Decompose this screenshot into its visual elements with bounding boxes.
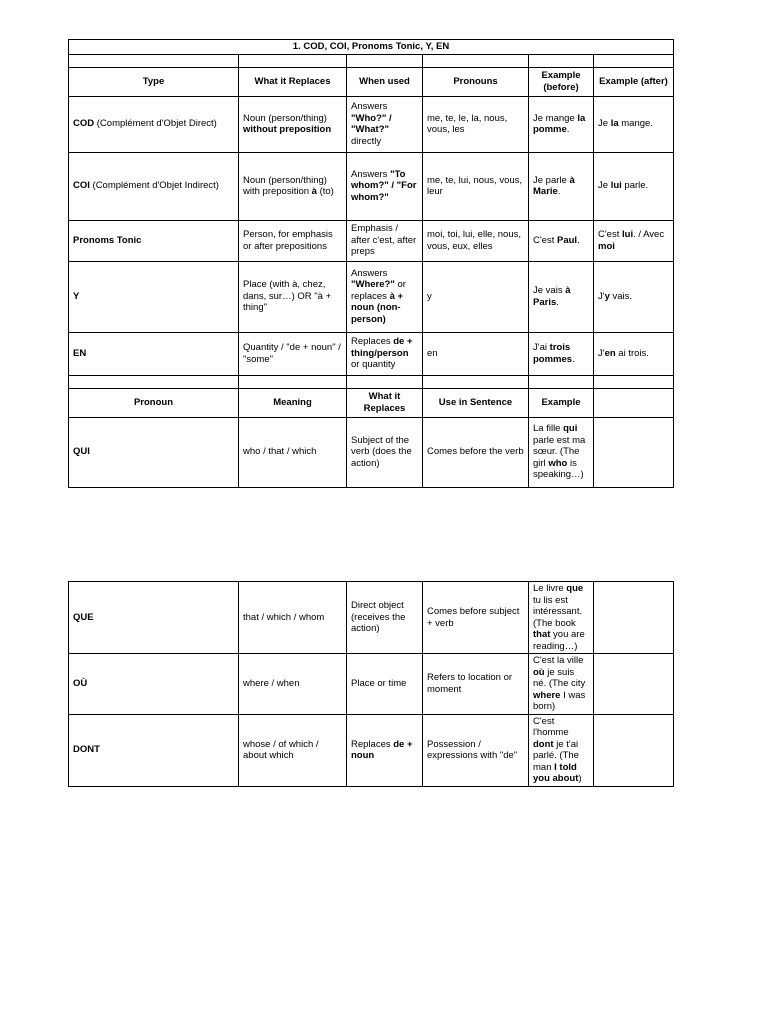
cell-meaning — [239, 582, 347, 654]
cell-text: Emphasis / after c'est, after preps — [351, 223, 417, 258]
cell-example — [529, 582, 594, 654]
bold-text: DONT — [73, 744, 100, 756]
cell-text: . — [556, 296, 559, 308]
cell-text: . — [557, 186, 561, 197]
cell-text: Je — [598, 180, 611, 192]
header-type: Type — [69, 67, 239, 96]
cell-text: je suis né. (The city — [533, 666, 586, 689]
header-use-in-sentence: Use in Sentence — [423, 388, 529, 417]
cell-text: Comes before subject + verb — [427, 606, 520, 629]
table-row — [69, 417, 674, 487]
cell-what-it-replaces — [347, 417, 423, 487]
cell-text: or quantity — [351, 359, 396, 371]
header-what-it-replaces: What it Replaces — [239, 67, 347, 96]
table-row — [69, 582, 674, 654]
bold-text: à + noun (non-person) — [351, 290, 404, 325]
cell-what-it-replaces — [347, 714, 423, 786]
cell-text: . — [566, 124, 570, 135]
cell-text: . — [572, 353, 575, 365]
cell-pronoun — [69, 582, 239, 654]
cell-what-it-replaces — [239, 152, 347, 220]
bold-text: QUI — [73, 446, 90, 458]
cell-text: tu lis est intéressant. (The book — [533, 594, 583, 629]
cell-pronouns — [423, 96, 529, 152]
sheet-page-2 — [68, 581, 674, 787]
cell-type — [69, 220, 239, 261]
cell-text: Replaces — [351, 336, 394, 348]
sheet-page-1 — [68, 39, 674, 488]
cell-text: me, te, le, la, nous, vous, les — [427, 112, 508, 135]
cell-pronouns — [423, 332, 529, 375]
cell-type — [69, 96, 239, 152]
cell-example-before — [529, 96, 594, 152]
cell-text: C'est l'homme — [533, 715, 569, 738]
bold-text: that — [533, 629, 551, 640]
bold-text: lui — [610, 180, 622, 192]
bold-text: à — [311, 186, 317, 197]
bold-text: "To whom?" / "For whom?" — [351, 168, 417, 203]
cell-text: Place (with à, chez, dans, sur…) OR "à + thing" — [243, 279, 332, 314]
cell-pronoun — [69, 654, 239, 715]
bold-text: Pronoms Tonic — [73, 234, 142, 246]
cell-meaning — [239, 654, 347, 715]
cell-text: Comes before the verb — [427, 446, 524, 458]
cell-text: Possession / expressions with "de" — [427, 738, 518, 761]
cell-example-before — [529, 220, 594, 261]
cell-text: C'est la ville — [533, 655, 584, 666]
cell-text: Replaces — [351, 738, 394, 750]
header-row-relatives — [69, 388, 674, 417]
cell-type — [69, 332, 239, 375]
cell-text: parle. — [621, 180, 649, 192]
cell-text: you are reading…) — [533, 629, 585, 652]
cell-text: Je — [598, 118, 611, 130]
bold-text: y — [604, 290, 610, 302]
empty-row — [69, 54, 674, 67]
cell-text: Je vais — [533, 285, 566, 296]
bold-text: à Marie — [533, 174, 575, 197]
cell-meaning — [239, 714, 347, 786]
cell-text: Je mange — [533, 112, 578, 124]
cell-text: Answers — [351, 101, 388, 112]
table-row — [69, 96, 674, 152]
cell-text: La fille — [533, 423, 564, 435]
cell-what-it-replaces — [239, 96, 347, 152]
bold-text: COI — [73, 180, 90, 192]
cell-text: parle est ma sœur. (The girl — [533, 434, 586, 469]
bold-text: QUE — [73, 611, 94, 623]
bold-text: where — [533, 689, 561, 701]
cell-use-in-sentence — [423, 582, 529, 654]
bold-text: COD — [73, 118, 95, 130]
table-row — [69, 332, 674, 375]
bold-text: dont — [533, 738, 554, 750]
cell-pronouns — [423, 261, 529, 332]
cell-text: I was born) — [533, 689, 586, 712]
cell-pronouns — [423, 220, 529, 261]
cell-text: whose / of which / about which — [243, 738, 319, 761]
cell-text: J'ai — [533, 342, 550, 353]
cell-pronoun — [69, 417, 239, 487]
header-example-after: Example (after) — [594, 67, 674, 96]
cell-example-after — [594, 332, 674, 375]
cell-example — [529, 654, 594, 715]
cell-what-it-replaces — [239, 220, 347, 261]
cell-example-after — [594, 96, 674, 152]
cell-text: me, te, lui, nous, vous, leur — [427, 174, 523, 197]
cell-text: Refers to location or moment — [427, 672, 513, 695]
bold-text: who — [548, 457, 568, 469]
bold-text: de + thing/person — [351, 336, 413, 359]
cell-example-after — [594, 261, 674, 332]
cell-text: Place or time — [351, 678, 407, 689]
bold-text: que — [566, 583, 584, 594]
cell-what-it-replaces — [239, 261, 347, 332]
bold-text: où — [533, 666, 545, 678]
bold-text: without preposition — [243, 124, 332, 135]
bold-text: la pomme — [533, 112, 586, 135]
bold-text: de + noun — [351, 738, 413, 761]
header-example-before: Example (before) — [529, 67, 594, 96]
cell-text: Noun (person/thing) with preposition — [243, 174, 327, 197]
cell-text: (Complément d'Objet Indirect) — [89, 180, 219, 192]
cell-text: (to) — [316, 186, 334, 197]
cell-what-it-replaces — [347, 654, 423, 715]
cell-text: Subject of the verb (does the action) — [351, 434, 412, 469]
cell-when-used — [347, 261, 423, 332]
header-meaning: Meaning — [239, 388, 347, 417]
cell-example-before — [529, 152, 594, 220]
empty-row — [69, 375, 674, 388]
cell-text: Quantity / "de + noun" / "some" — [243, 342, 341, 365]
cell-text: J' — [598, 290, 605, 302]
bold-text: à Paris — [533, 285, 571, 308]
cell-type — [69, 152, 239, 220]
cell-text: Je parle — [533, 174, 570, 186]
cell-text: Noun (person/thing) — [243, 112, 327, 124]
table-row — [69, 714, 674, 786]
cell-text: who / that / which — [243, 446, 317, 458]
bold-text: en — [604, 347, 616, 359]
sheet-title: 1. COD, COI, Pronoms Tonic, Y, EN — [69, 40, 674, 55]
bold-text: lui — [622, 229, 634, 240]
cell-text: or replaces — [351, 279, 406, 302]
bold-text: qui — [563, 423, 578, 435]
header-what-it-replaces-2: What it Replaces — [347, 388, 423, 417]
cell-text: where / when — [243, 678, 300, 689]
cell-text: en — [427, 347, 438, 359]
cell-text: directly — [351, 135, 382, 147]
bold-text: Paul — [557, 234, 578, 246]
bold-text: EN — [73, 347, 87, 359]
cell-example-after — [594, 152, 674, 220]
header-example: Example — [529, 388, 594, 417]
cell-use-in-sentence — [423, 714, 529, 786]
cell-pronoun — [69, 714, 239, 786]
cell-text: mange. — [618, 118, 653, 130]
cell-example-before — [529, 261, 594, 332]
cell-type — [69, 261, 239, 332]
cell-meaning — [239, 417, 347, 487]
cell-text: . — [577, 234, 580, 246]
cell-what-it-replaces — [239, 332, 347, 375]
cell-text: moi, toi, lui, elle, nous, vous, eux, elles — [427, 229, 521, 252]
cell-text: y — [427, 290, 432, 302]
bold-text: OÙ — [73, 678, 88, 689]
cell-text: . / Avec — [633, 229, 665, 240]
bold-text: Y — [73, 290, 80, 302]
cell-text: J' — [598, 347, 605, 359]
table-row — [69, 152, 674, 220]
header-row-pronouns — [69, 67, 674, 96]
table-row — [69, 654, 674, 715]
bold-text: "Who?" / "What?" — [351, 112, 392, 135]
cell-text: Person, for emphasis or after prepositions — [243, 229, 333, 252]
cell-when-used — [347, 332, 423, 375]
header-when-used: When used — [347, 67, 423, 96]
cell-use-in-sentence — [423, 654, 529, 715]
cell-when-used — [347, 220, 423, 261]
cell-what-it-replaces — [347, 582, 423, 654]
table-row — [69, 220, 674, 261]
bold-text: moi — [598, 240, 615, 252]
bold-text: la — [610, 118, 619, 130]
cell-text: that / which / whom — [243, 611, 325, 623]
table-row — [69, 261, 674, 332]
header-pronoun: Pronoun — [69, 388, 239, 417]
cell-example-before — [529, 332, 594, 375]
cell-pronouns — [423, 152, 529, 220]
cell-text: Le livre — [533, 583, 567, 594]
cell-text: (Complément d'Objet Direct) — [94, 118, 217, 130]
cell-text: vais. — [609, 290, 633, 302]
cell-text: ) — [578, 773, 582, 784]
cell-example — [529, 714, 594, 786]
cell-example — [529, 417, 594, 487]
bold-text: I told you about — [533, 761, 579, 784]
cell-text: C'est — [533, 234, 557, 246]
cell-when-used — [347, 152, 423, 220]
cell-text: is speaking…) — [533, 457, 584, 481]
cell-text: Answers — [351, 267, 388, 279]
cell-text: Answers — [351, 168, 391, 180]
bold-text: trois pommes — [533, 342, 573, 365]
cell-text: Direct object (receives the action) — [351, 600, 406, 635]
cell-text: C'est — [598, 229, 622, 240]
cell-when-used — [347, 96, 423, 152]
cell-text: ai trois. — [615, 347, 649, 359]
bold-text: "Where?" — [351, 279, 395, 291]
header-pronouns: Pronouns — [423, 67, 529, 96]
cell-example-after — [594, 220, 674, 261]
cell-text: je t'ai parlé. (The man — [533, 738, 579, 773]
cell-use-in-sentence — [423, 417, 529, 487]
